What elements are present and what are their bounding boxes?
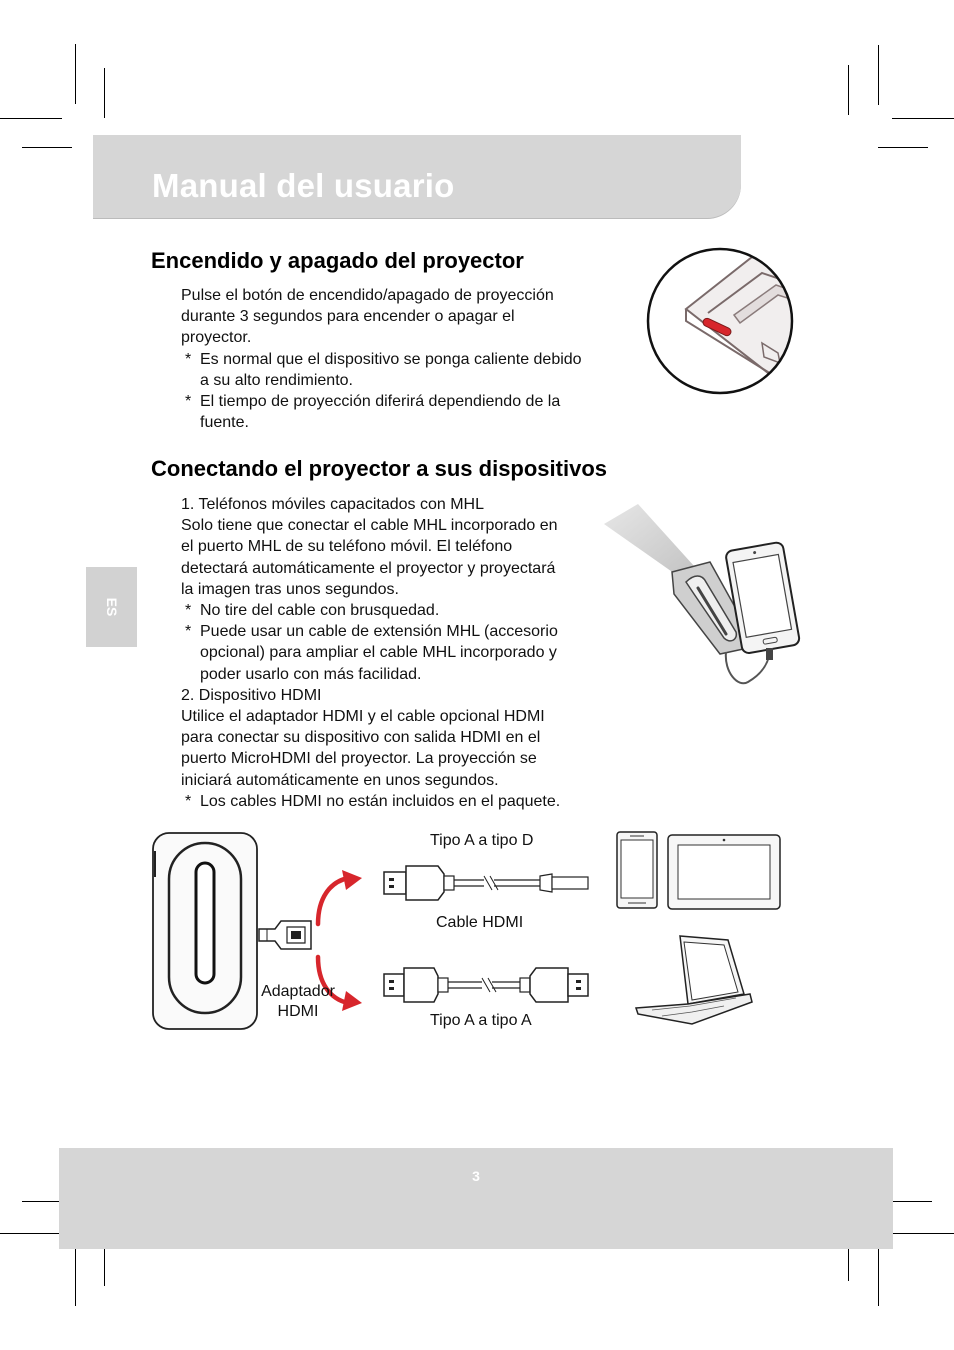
- text-line: Pulse el botón de encendido/apagado de proyección: [181, 287, 554, 304]
- smartphone-icon: [616, 831, 658, 909]
- text-line: iniciará automáticamente en unos segundos.: [181, 771, 499, 789]
- text-line: poder usarlo con más facilidad.: [200, 665, 422, 683]
- note-bullet: * No tire del cable con brusquedad.: [181, 600, 611, 621]
- section-heading-connect: Conectando el proyector a sus dispositivos: [151, 456, 607, 481]
- text-line: el puerto MHL de su teléfono móvil. El teléfono: [181, 538, 513, 556]
- power-button-illustration: [646, 247, 794, 395]
- text-line: fuente.: [200, 414, 249, 432]
- text-line: No tire del cable con brusquedad.: [200, 602, 440, 620]
- label-type-a-to-a: Tipo A a tipo A: [430, 1012, 532, 1029]
- label-line: HDMI: [277, 1003, 319, 1020]
- text-line: durante 3 segundos para encender o apagar el: [181, 308, 515, 326]
- page-number: 3: [472, 1168, 480, 1184]
- crop-mark: [878, 147, 928, 148]
- crop-mark: [892, 118, 954, 119]
- text-line: Puede usar un cable de extensión MHL (accesorio: [200, 623, 558, 641]
- laptop-icon: [632, 934, 756, 1032]
- item-title: 2. Dispositivo HDMI: [181, 686, 322, 704]
- label-type-a-to-d: Tipo A a tipo D: [430, 832, 534, 849]
- text-line: detectará automáticamente el proyector y proyectará: [181, 559, 556, 577]
- section-heading-power: Encendido y apagado del proyector: [151, 248, 524, 273]
- label-line: Adaptador: [261, 983, 335, 1000]
- language-tab: [86, 567, 137, 647]
- label-cable-hdmi: Cable HDMI: [436, 914, 524, 931]
- text-line: proyector.: [181, 329, 252, 347]
- note-bullet: * Los cables HDMI no están incluidos en el paquete.: [181, 791, 611, 812]
- crop-mark: [104, 68, 105, 118]
- text-line: Utilice el adaptador HDMI y el cable opcional HDMI: [181, 708, 545, 726]
- text-line: la imagen tras unos segundos.: [181, 580, 399, 598]
- crop-mark: [878, 1246, 879, 1306]
- crop-mark: [22, 147, 72, 148]
- hdmi-cable-a-to-a: [382, 964, 592, 1004]
- item-title: 1. Teléfonos móviles capacitados con MHL: [181, 496, 484, 513]
- arrow-up-icon: [312, 868, 364, 928]
- text-line: El tiempo de proyección diferirá dependiendo de la: [200, 393, 561, 411]
- hdmi-adapter-icon: [257, 915, 313, 955]
- crop-mark: [878, 45, 879, 105]
- section-power-body: [181, 285, 631, 433]
- mhl-phone-illustration: [598, 502, 818, 690]
- text-line: a su alto rendimiento.: [200, 371, 353, 389]
- text-line: Solo tiene que conectar el cable MHL incorporado en: [181, 517, 558, 535]
- label-hdmi-adapter: [257, 982, 339, 1022]
- note-bullet: * Puede usar un cable de extensión MHL (accesorio opcional) para ampliar el cable MHL incorporado y poder usarlo con más facilidad.: [181, 621, 611, 685]
- note-bullet: * Es normal que el dispositivo se ponga caliente debido a su alto rendimiento.: [181, 349, 631, 391]
- note-bullet: * El tiempo de proyección diferirá dependiendo de la fuente.: [181, 391, 631, 433]
- text-line: Es normal que el dispositivo se ponga caliente debido: [200, 350, 582, 368]
- hdmi-cable-a-to-d: [382, 862, 592, 902]
- text-line: opcional) para ampliar el cable MHL incorporado y: [200, 644, 557, 662]
- crop-mark: [0, 1233, 62, 1234]
- page-title: Manual del usuario: [152, 167, 455, 204]
- language-tab-label: ES: [103, 597, 120, 617]
- crop-mark: [892, 1233, 954, 1234]
- crop-mark: [848, 65, 849, 115]
- text-line: puerto MicroHDMI del proyector. La proyección se: [181, 750, 537, 768]
- crop-mark: [75, 44, 76, 104]
- text-line: para conectar su dispositivo con salida HDMI en el: [181, 729, 541, 747]
- crop-mark: [0, 118, 62, 119]
- footer-band: [59, 1148, 893, 1249]
- tablet-icon: [667, 834, 781, 910]
- projector-device-illustration: [151, 831, 261, 1031]
- section-connect-body: [181, 494, 611, 812]
- text-line: Los cables HDMI no están incluidos en el paquete.: [200, 792, 561, 810]
